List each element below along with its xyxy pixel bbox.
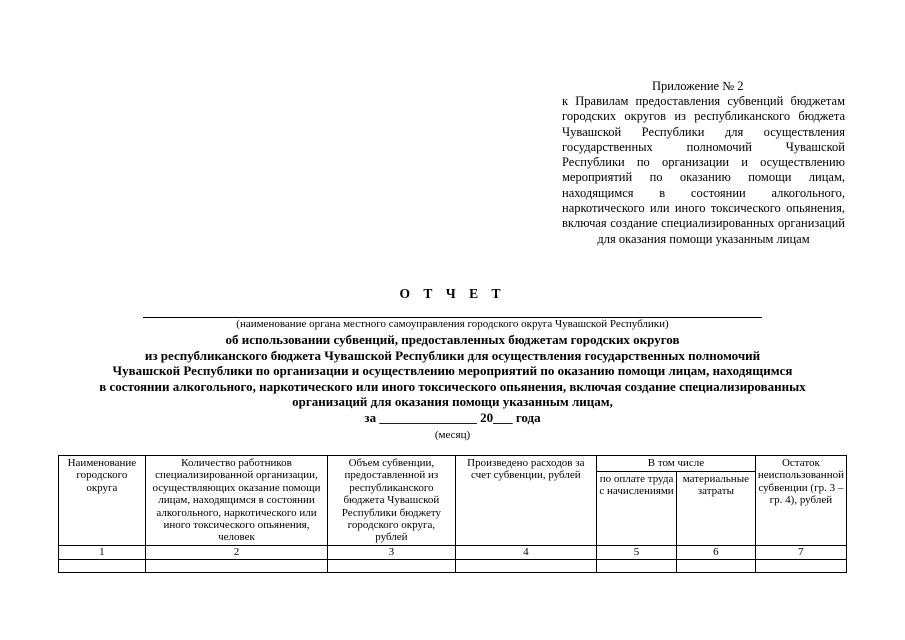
header-subvention-amount: Объем субвенции, предоставленной из республиканского бюджета Чувашской Республики бюджету городского округа, рублей <box>328 456 455 546</box>
empty-cell <box>597 559 677 572</box>
column-number: 7 <box>755 545 846 559</box>
header-material-cost: материальные затраты <box>676 471 755 545</box>
column-number: 1 <box>59 545 146 559</box>
empty-cell <box>328 559 455 572</box>
header-row <box>59 456 847 472</box>
report-heading <box>0 332 905 426</box>
empty-cell <box>59 559 146 572</box>
header-city-district: Наименование городского округа <box>59 456 146 546</box>
empty-cell <box>145 559 328 572</box>
heading-line: Чувашской Республики по организации и осуществлению мероприятий по оказанию помощи лицам, находящимся <box>112 363 793 379</box>
org-caption: (наименование органа местного самоуправления городского округа Чувашской Республики) <box>236 318 669 330</box>
table-row <box>59 559 847 572</box>
column-number: 2 <box>145 545 328 559</box>
column-number: 3 <box>328 545 455 559</box>
header-labor-cost: по оплате труда с начислениями <box>597 471 677 545</box>
report-title: О Т Ч Е Т <box>399 286 506 301</box>
column-number: 6 <box>676 545 755 559</box>
empty-cell <box>676 559 755 572</box>
month-caption: (месяц) <box>434 429 471 441</box>
header-staff-count: Количество работников специализированной организации, осуществляющих оказание помощи лицам, находящимся в состоянии алкогольного, наркотического или иного токсического опьянения, человек <box>145 456 328 546</box>
header-including-group: В том числе <box>597 456 756 472</box>
annex-title: Приложение № 2 <box>652 79 744 93</box>
heading-line: из республиканского бюджета Чувашской Республики для осуществления государственных полномочий <box>144 347 761 363</box>
heading-line: об использовании субвенций, предоставленных бюджетам городских округов <box>225 332 680 347</box>
report-table <box>58 455 847 573</box>
annex-body: к Правилам предоставления субвенций бюджетам городских округов из республиканского бюджета Чувашской Республики для осуществления государственных полномочий Чувашской Республики по организации и осуществлению мероприятий по оказанию помощи лицам, находящимся в состоянии алкогольного, наркотического или иного токсического опьянения, включая создание специализированных организаций для оказания помощи указанным лицам <box>562 94 845 246</box>
empty-cell <box>755 559 846 572</box>
column-number: 5 <box>597 545 677 559</box>
header-expenses: Произведено расходов за счет субвенции, рублей <box>455 456 597 546</box>
header-remainder: Остаток неиспользованной субвенции (гр. 3 – гр. 4), рублей <box>755 456 846 546</box>
heading-line: в состоянии алкогольного, наркотического или иного токсического опьянения, включая создание специализированных <box>99 378 806 394</box>
column-number: 4 <box>455 545 597 559</box>
empty-cell <box>455 559 597 572</box>
period-line: за _______________ 20___ года <box>364 409 541 425</box>
heading-line: организаций для оказания помощи указанным лицам, <box>292 394 613 410</box>
column-number-row <box>59 545 847 559</box>
